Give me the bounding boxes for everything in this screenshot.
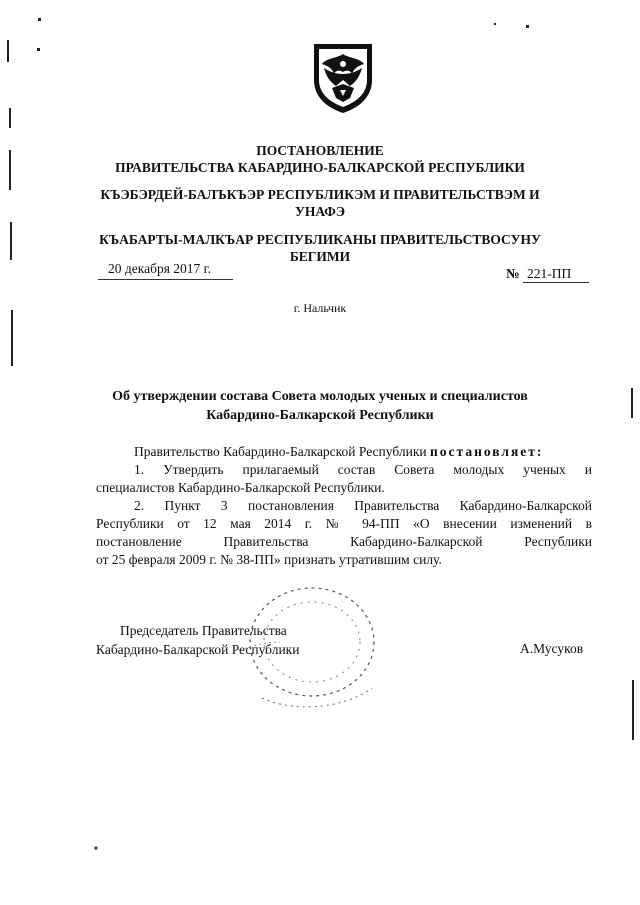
document-city: г. Нальчик [293, 301, 347, 315]
issuer-balkar-line2: БЕГИМИ [289, 249, 351, 264]
coat-of-arms-emblem [310, 40, 376, 114]
item1-line1: 1. Утвердить прилагаемый состав Совета молодых ученых и [134, 462, 592, 477]
scan-artifact [526, 25, 529, 28]
intro-verb: постановляет: [430, 444, 544, 459]
scan-artifact [494, 23, 496, 25]
item2-line2: Республики от 12 мая 2014 г. № 94-ПП «О внесении изменений в [96, 516, 592, 531]
position-line1: Председатель Правительства [120, 623, 287, 638]
number-value: 221-ПП [523, 266, 589, 283]
issuer-kabardian-line2: УНАФЭ [294, 204, 346, 219]
item2-line3: постановление Правительства Кабардино-Балкарской Республики [96, 534, 592, 549]
scan-artifact [9, 108, 11, 128]
issuer-kabardian-line1: КЪЭБЭРДЕЙ-БАЛЪКЪЭР РЕСПУБЛИКЭМ И ПРАВИТЕЛЬСТВЭМ И [100, 187, 540, 202]
item2-line4: от 25 февраля 2009 г. № 38-ПП» признать утратившим силу. [96, 552, 442, 567]
item1-line2: специалистов Кабардино-Балкарской Республики. [96, 480, 385, 495]
item2-line1: 2. Пункт 3 постановления Правительства Кабардино-Балкарской [134, 498, 592, 513]
document-number [506, 266, 589, 282]
document-header [0, 142, 640, 176]
issuer-ru: ПРАВИТЕЛЬСТВА КАБАРДИНО-БАЛКАРСКОЙ РЕСПУБЛИКИ [115, 160, 525, 175]
signatory-position [96, 621, 299, 659]
number-prefix: № [506, 266, 520, 281]
document-title [0, 387, 640, 425]
issuer-balkar-line1: КЪАБАРТЫ-МАЛКЪАР РЕСПУБЛИКАНЫ ПРАВИТЕЛЬСТВОСУНУ [99, 232, 541, 247]
scan-artifact [632, 680, 634, 740]
body-intro [96, 443, 592, 461]
signatory-name: А.Мусуков [520, 641, 584, 656]
document-body [96, 443, 592, 569]
header-balkar [0, 231, 640, 265]
doc-type: ПОСТАНОВЛЕНИЕ [256, 143, 384, 158]
document-date: 20 декабря 2017 г. [98, 261, 233, 280]
scan-artifact [37, 48, 40, 51]
scan-artifact: ■ [94, 846, 98, 852]
header-kabardian [0, 186, 640, 220]
intro-text: Правительство Кабардино-Балкарской Республики [134, 444, 427, 459]
position-line2: Кабардино-Балкарской Республики [96, 642, 300, 657]
scan-artifact [11, 310, 13, 366]
title-line1: Об утверждении состава Совета молодых ученых и специалистов [112, 389, 528, 404]
scan-artifact [7, 40, 9, 62]
title-line2: Кабардино-Балкарской Республики [206, 408, 434, 423]
scan-artifact [38, 18, 41, 21]
